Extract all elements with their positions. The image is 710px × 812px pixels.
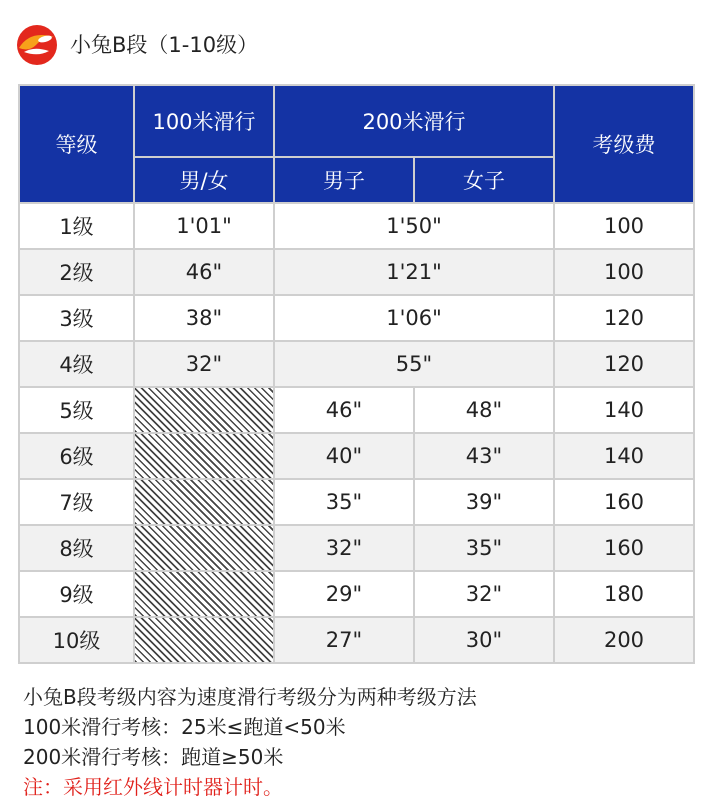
hatched-empty-cell: [134, 479, 274, 525]
hatched-empty-cell: [134, 617, 274, 663]
subheader-female: 女子: [414, 157, 554, 203]
fee-cell: 160: [554, 479, 694, 525]
time-200m-cell: 1'06": [274, 295, 554, 341]
time-female-cell: 39": [414, 479, 554, 525]
hatched-empty-cell: [134, 433, 274, 479]
fee-cell: 140: [554, 433, 694, 479]
time-100m-cell: 38": [134, 295, 274, 341]
grade-cell: 4级: [19, 341, 134, 387]
grade-cell: 7级: [19, 479, 134, 525]
time-female-cell: 48": [414, 387, 554, 433]
header-100m: 100米滑行: [134, 85, 274, 157]
grade-cell: 6级: [19, 433, 134, 479]
table-row: [19, 433, 694, 479]
time-male-cell: 32": [274, 525, 414, 571]
time-100m-cell: 1'01": [134, 203, 274, 249]
page-header: [16, 22, 258, 68]
time-100m-cell: 32": [134, 341, 274, 387]
note-line: 200米滑行考核：跑道≥50米: [23, 745, 284, 769]
grade-cell: 10级: [19, 617, 134, 663]
notes-section: [23, 682, 477, 802]
table-row: [19, 617, 694, 663]
hatched-empty-cell: [134, 525, 274, 571]
time-female-cell: 35": [414, 525, 554, 571]
header-grade: 等级: [19, 85, 134, 203]
note-line: 小兔B段考级内容为速度滑行考级分为两种考级方法: [23, 685, 477, 709]
grade-cell: 2级: [19, 249, 134, 295]
header-fee: 考级费: [554, 85, 694, 203]
table-row: [19, 525, 694, 571]
grade-table: [18, 84, 695, 664]
time-male-cell: 35": [274, 479, 414, 525]
time-100m-cell: 46": [134, 249, 274, 295]
note-warning: 注：采用红外线计时器计时。: [23, 775, 283, 799]
grade-cell: 5级: [19, 387, 134, 433]
page-title: 小兔B段（1-10级）: [70, 33, 259, 57]
time-female-cell: 43": [414, 433, 554, 479]
grade-cell: 9级: [19, 571, 134, 617]
time-female-cell: 32": [414, 571, 554, 617]
table-row: [19, 571, 694, 617]
time-200m-cell: 1'50": [274, 203, 554, 249]
subheader-100m: 男/女: [134, 157, 274, 203]
table-row: [19, 295, 694, 341]
table-row: [19, 249, 694, 295]
table-row: [19, 203, 694, 249]
time-200m-cell: 1'21": [274, 249, 554, 295]
fee-cell: 100: [554, 249, 694, 295]
time-male-cell: 29": [274, 571, 414, 617]
hatched-empty-cell: [134, 387, 274, 433]
time-male-cell: 40": [274, 433, 414, 479]
table-row: [19, 387, 694, 433]
time-male-cell: 27": [274, 617, 414, 663]
fee-cell: 100: [554, 203, 694, 249]
grade-cell: 3级: [19, 295, 134, 341]
fee-cell: 180: [554, 571, 694, 617]
time-200m-cell: 55": [274, 341, 554, 387]
subheader-male: 男子: [274, 157, 414, 203]
table-row: [19, 341, 694, 387]
hatched-empty-cell: [134, 571, 274, 617]
note-line: 100米滑行考核：25米≤跑道<50米: [23, 715, 346, 739]
time-male-cell: 46": [274, 387, 414, 433]
header-200m: 200米滑行: [274, 85, 554, 157]
grade-cell: 8级: [19, 525, 134, 571]
grade-cell: 1级: [19, 203, 134, 249]
fee-cell: 160: [554, 525, 694, 571]
fee-cell: 120: [554, 295, 694, 341]
table-header-row: [19, 85, 694, 157]
table-row: [19, 479, 694, 525]
fee-cell: 200: [554, 617, 694, 663]
fee-cell: 140: [554, 387, 694, 433]
time-female-cell: 30": [414, 617, 554, 663]
fee-cell: 120: [554, 341, 694, 387]
rabbit-logo-icon: [16, 24, 58, 66]
